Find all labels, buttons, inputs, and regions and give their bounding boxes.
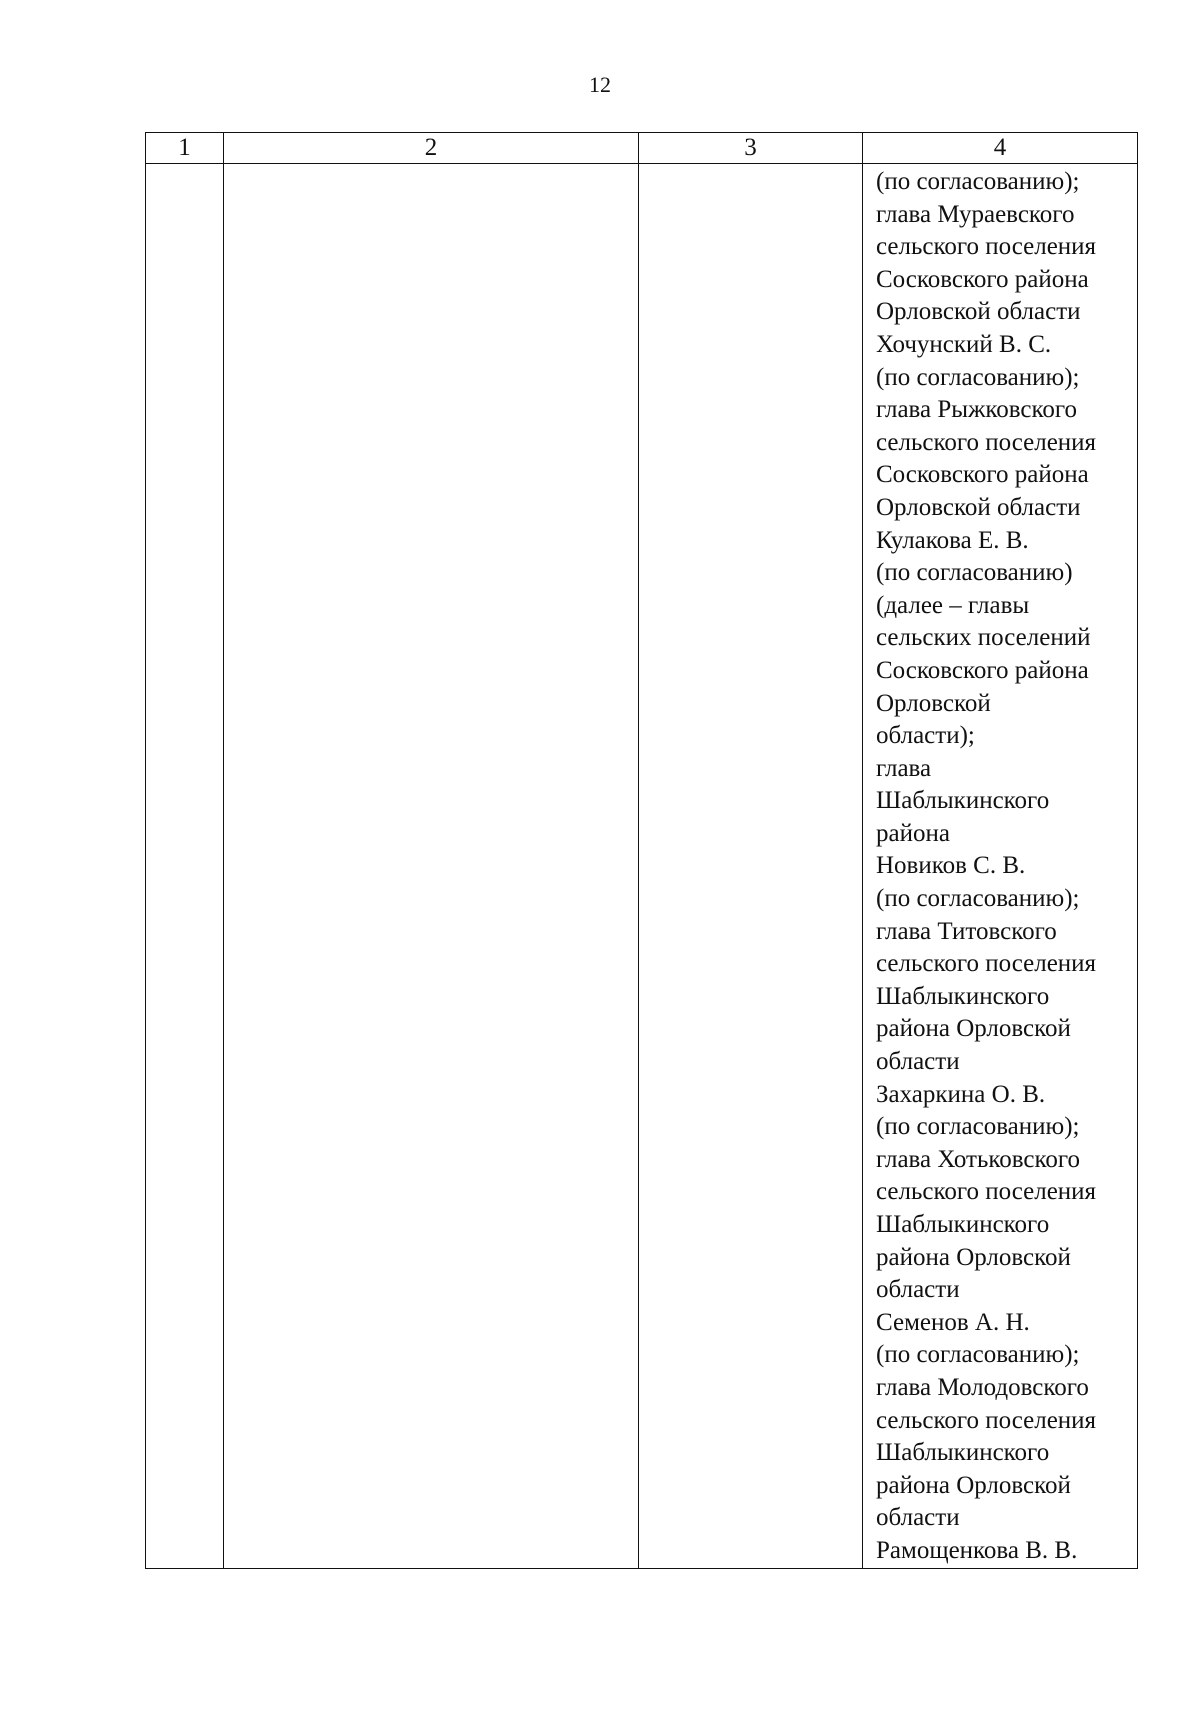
cell-4-line: (по согласованию) — [876, 559, 1073, 587]
cell-4-line: Шаблыкинского — [876, 787, 1050, 815]
table-row — [146, 164, 1138, 1569]
column-header-3: 3 — [639, 133, 863, 164]
cell-4-line: глава Рыжковского — [876, 396, 1077, 424]
cell-4-line: Захаркина О. В. — [876, 1080, 1046, 1108]
cell-4-line: Хочунский В. С. — [876, 330, 1052, 358]
table-cell-1 — [146, 164, 224, 1569]
cell-4-line: района — [876, 819, 950, 847]
cell-4-line: Рамощенкова В. В. — [876, 1536, 1078, 1564]
page-number: 12 — [589, 72, 611, 97]
cell-4-line: Сосковского района — [876, 265, 1089, 293]
cell-4-line: Орловской области — [876, 493, 1081, 521]
document-table — [145, 132, 1138, 1569]
cell-4-text — [863, 164, 1137, 1568]
cell-4-line: Сосковского района — [876, 656, 1089, 684]
cell-4-line: (по согласованию); — [876, 885, 1080, 913]
cell-4-line: области); — [876, 722, 975, 750]
cell-4-line: области — [876, 1504, 960, 1532]
table-cell-2 — [224, 164, 639, 1569]
cell-4-line: (далее – главы — [876, 591, 1030, 619]
cell-4-line: (по согласованию); — [876, 1113, 1080, 1141]
cell-4-line: глава Мураевского — [876, 200, 1075, 228]
cell-4-line: глава Титовского — [876, 917, 1057, 945]
cell-4-line: Орловской области — [876, 298, 1081, 326]
cell-4-line: (по согласованию); — [876, 1341, 1080, 1369]
cell-4-line: района Орловской — [876, 1471, 1071, 1499]
cell-4-line: Шаблыкинского — [876, 982, 1050, 1010]
cell-4-line: сельского поселения — [876, 233, 1097, 261]
cell-4-line: глава — [876, 754, 932, 782]
cell-4-line: района Орловской — [876, 1015, 1071, 1043]
cell-4-line: сельских поселений — [876, 624, 1091, 652]
column-header-2: 2 — [224, 133, 639, 164]
cell-4-line: сельского поселения — [876, 1406, 1097, 1434]
cell-4-line: Сосковского района — [876, 461, 1089, 489]
cell-4-line: (по согласованию); — [876, 168, 1080, 195]
table-cell-3 — [639, 164, 863, 1569]
cell-4-line: глава Молодовского — [876, 1373, 1089, 1401]
cell-4-line: Новиков С. В. — [876, 852, 1026, 880]
cell-4-line: Кулакова Е. В. — [876, 526, 1029, 554]
cell-4-line: Орловской — [876, 689, 991, 717]
cell-4-line: области — [876, 1276, 960, 1304]
cell-4-line: глава Хотьковского — [876, 1145, 1080, 1173]
table-header-row — [146, 133, 1138, 164]
column-header-4: 4 — [863, 133, 1138, 164]
table-cell-4 — [863, 164, 1138, 1569]
cell-4-line: сельского поселения — [876, 428, 1097, 456]
cell-4-line: сельского поселения — [876, 1178, 1097, 1206]
cell-4-line: сельского поселения — [876, 950, 1097, 978]
cell-4-line: района Орловской — [876, 1243, 1071, 1271]
cell-4-line: (по согласованию); — [876, 363, 1080, 391]
column-header-1: 1 — [146, 133, 224, 164]
cell-4-line: области — [876, 1048, 960, 1076]
cell-4-line: Шаблыкинского — [876, 1211, 1050, 1238]
cell-4-line: Шаблыкинского — [876, 1439, 1050, 1467]
cell-4-line: Семенов А. Н. — [876, 1308, 1030, 1336]
